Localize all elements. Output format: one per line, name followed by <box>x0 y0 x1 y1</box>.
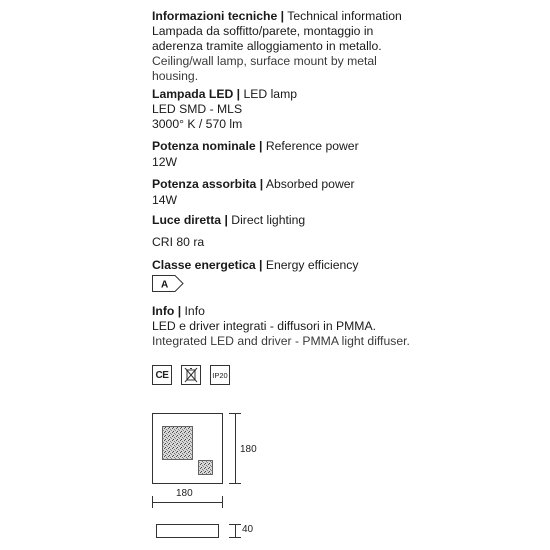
heading-it: Classe energetica <box>152 258 256 272</box>
heading-en: Reference power <box>265 139 359 153</box>
heading-it: Info <box>152 304 175 318</box>
section-direct-lighting: Luce diretta | Direct lighting CRI 80 ra <box>152 213 306 249</box>
heading-it: Potenza nominale <box>152 139 256 153</box>
info-en: Integrated LED and driver - PMMA light diffuser. <box>152 334 410 348</box>
heading-en: Absorbed power <box>265 177 355 191</box>
desc-en-1: Ceiling/wall lamp, surface mount by metal <box>152 54 377 68</box>
desc-it-2: aderenza tramite alloggiamento in metallo. <box>152 39 382 53</box>
heading-en: Technical information <box>287 9 402 23</box>
section-info: Info | Info LED e driver integrati - diffusori in PMMA. Integrated LED and driver - PMMA light diffuser. <box>152 304 410 348</box>
desc-it-1: Lampada da soffitto/parete, montaggio in <box>152 24 374 38</box>
color-temp-lumen: 3000° K / 570 lm <box>152 117 243 131</box>
width-label: 180 <box>176 488 193 499</box>
diffuser-large <box>163 427 193 460</box>
section-energy-class: Classe energetica | Energy efficiency <box>152 258 359 272</box>
section-nominal-power: Potenza nominale | Reference power 12W <box>152 139 359 169</box>
weee-bin-icon <box>181 365 201 385</box>
lamp-front-view <box>153 414 223 484</box>
certification-icons <box>152 365 230 385</box>
section-technical-info: Informazioni tecniche | Technical information Lampada da soffitto/parete, montaggio in aderenza tramite alloggiamento in metallo. Ceiling/wall lamp, surface mount by metal housing. <box>152 9 402 83</box>
cri-value: CRI 80 ra <box>152 235 205 249</box>
absorbed-power-value: 14W <box>152 193 178 207</box>
heading-en: LED lamp <box>243 87 297 101</box>
heading-it: Luce diretta <box>152 213 222 227</box>
diffuser-small <box>199 461 213 475</box>
energy-class-badge <box>152 275 184 297</box>
height-label: 180 <box>240 444 257 455</box>
section-led-lamp: Lampada LED | LED lamp LED SMD - MLS 3000° K / 570 lm <box>152 87 297 131</box>
section-absorbed-power: Potenza assorbita | Absorbed power 14W <box>152 177 355 207</box>
heading-it: Informazioni tecniche <box>152 9 278 23</box>
heading-it: Lampada LED <box>152 87 234 101</box>
energy-class-label: A <box>161 279 169 291</box>
nominal-power-value: 12W <box>152 155 178 169</box>
led-type: LED SMD - MLS <box>152 102 243 116</box>
info-it: LED e driver integrati - diffusori in PMMA. <box>152 319 376 333</box>
heading-en: Direct lighting <box>231 213 306 227</box>
ip-rating-icon: IP20 <box>210 365 230 385</box>
depth-dimension-line <box>229 525 241 538</box>
heading-en: Info <box>184 304 205 318</box>
desc-en-2: housing. <box>152 69 199 83</box>
lamp-side-view <box>157 525 219 538</box>
ce-mark-icon: CE <box>152 365 172 385</box>
energy-arrow-icon <box>152 275 184 292</box>
heading-it: Potenza assorbita <box>152 177 257 191</box>
heading-en: Energy efficiency <box>265 258 359 272</box>
depth-label: 40 <box>242 524 254 535</box>
